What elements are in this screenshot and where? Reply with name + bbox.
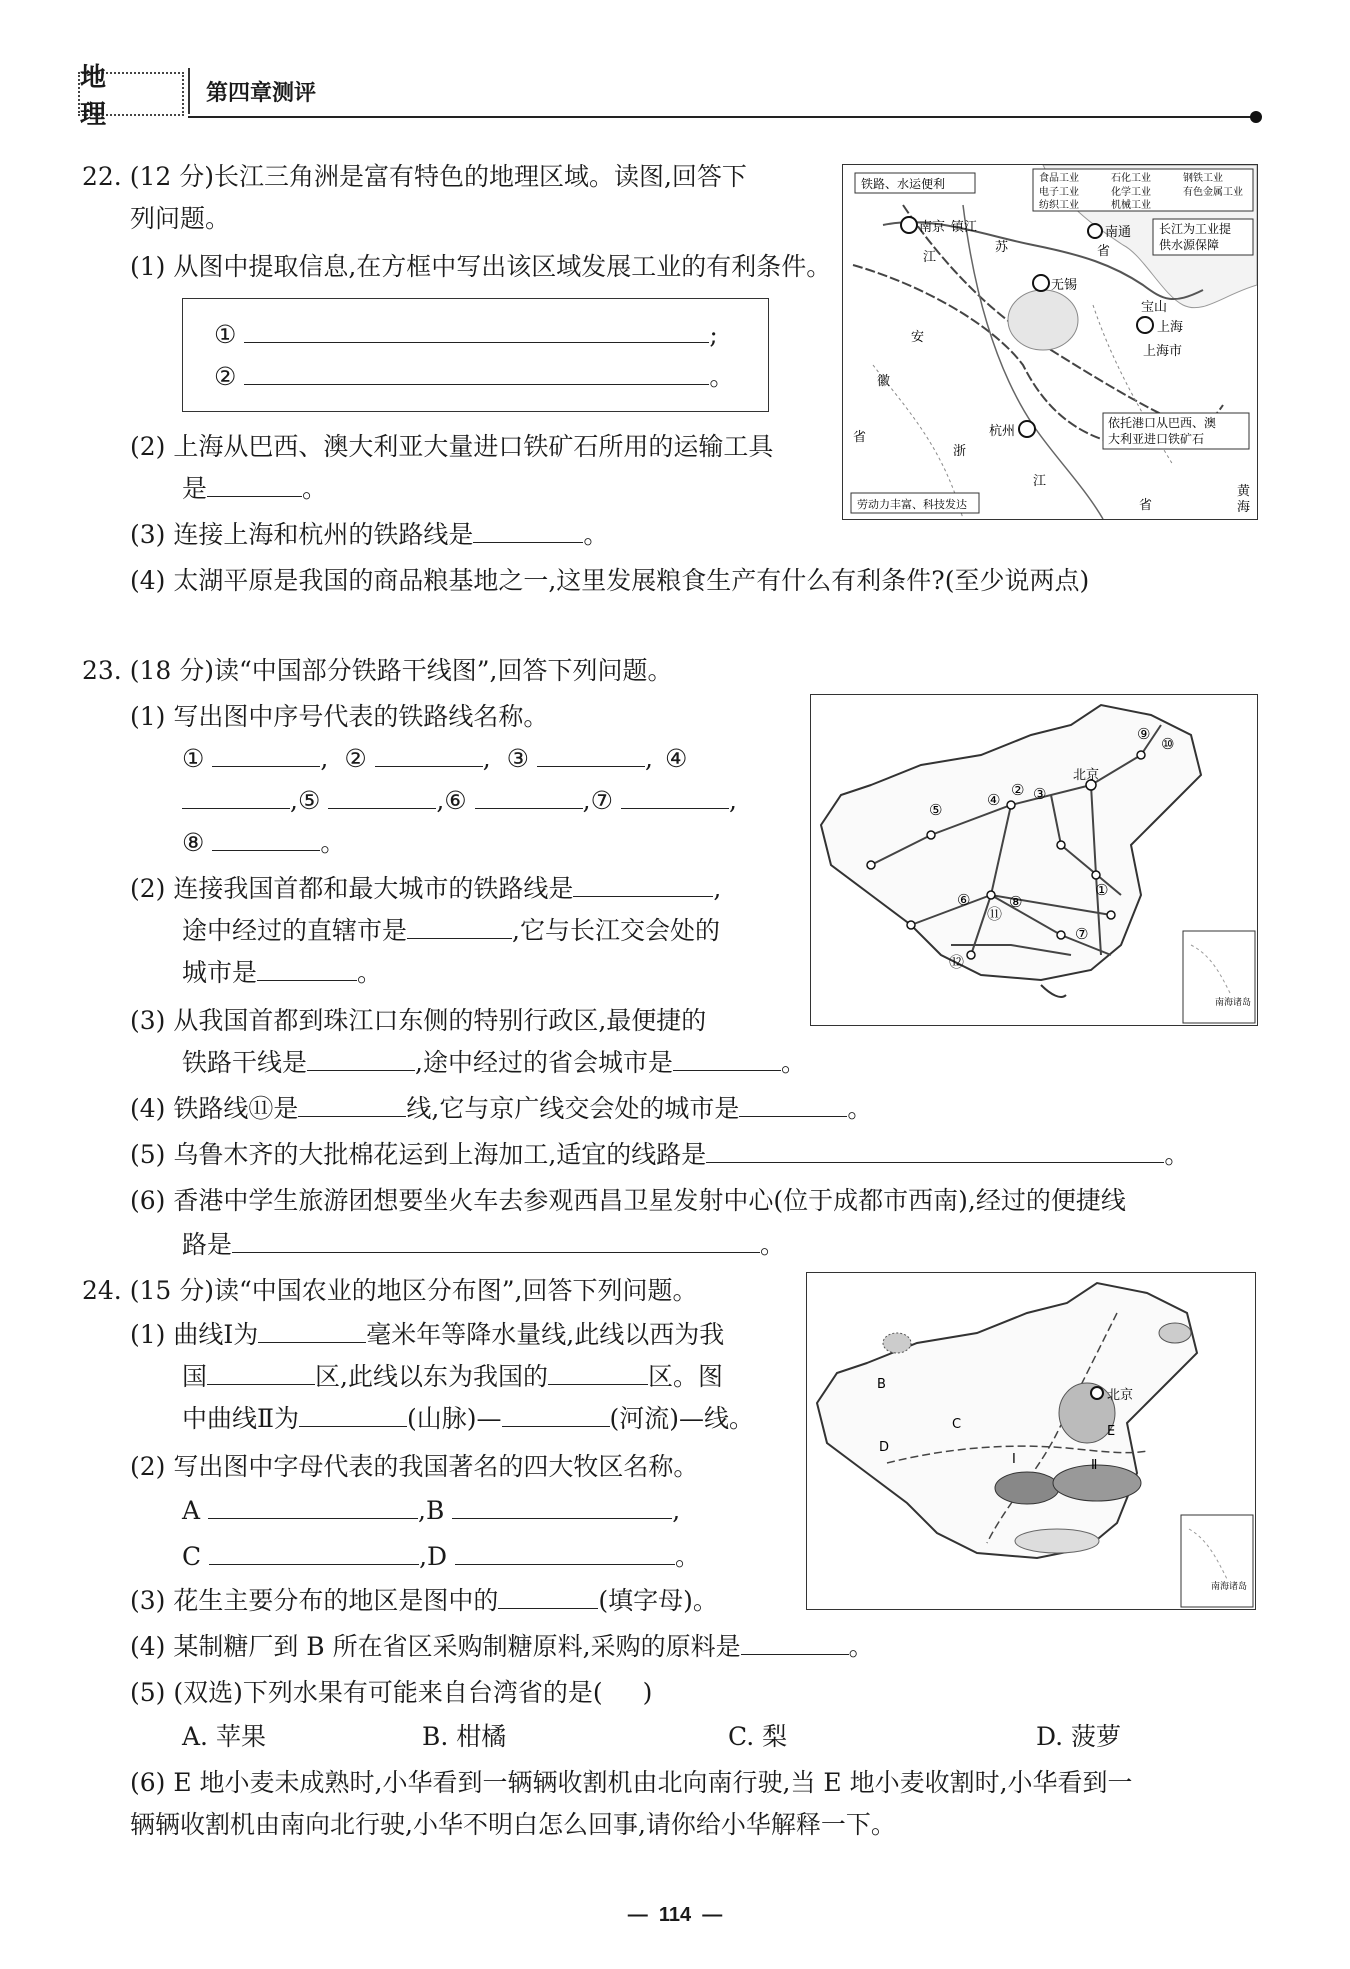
legend-chemical: 化学工业	[1111, 187, 1151, 198]
q22-stem-cont: 列问题。	[130, 204, 231, 233]
q24-sub4: (4) 某制糖厂到 B 所在省区采购制糖原料,采购的原料是 。	[130, 1632, 874, 1661]
map23-inset-label: 南海诸岛	[1215, 998, 1252, 1008]
header-divider	[188, 68, 190, 114]
q23-blank-6[interactable]	[475, 784, 583, 809]
region-jiang: 江	[923, 250, 937, 265]
label-transport: 铁路、水运便利	[861, 177, 946, 191]
q23-blank-8[interactable]	[212, 826, 320, 851]
q23-sub2-cont2: 城市是 。	[182, 958, 383, 987]
q23-line3: ⑧ 。	[182, 828, 346, 857]
city-nantong: 南通	[1105, 225, 1132, 240]
q24-blank-3[interactable]	[548, 1360, 648, 1385]
q24-blank-D[interactable]	[455, 1540, 675, 1565]
legend-food: 食品工业	[1039, 173, 1079, 184]
q24-sub1-cont2: 中曲线Ⅱ为 (山脉)— (河流)—线。	[182, 1404, 755, 1433]
q23-blank-3[interactable]	[537, 742, 645, 767]
label-labor: 劳动力丰富、科技发达	[857, 498, 967, 511]
region-zj-jiang: 江	[1033, 474, 1047, 489]
q23-blank-17[interactable]	[232, 1228, 760, 1253]
region-zhe: 浙	[953, 444, 967, 459]
legend-textile: 纺织工业	[1039, 200, 1079, 211]
label-water-2: 供水源保障	[1159, 238, 1220, 252]
region-hai: 海	[1237, 500, 1251, 515]
q22-box-item2: ② 。	[214, 362, 735, 391]
q23-sub6-cont: 路是 。	[182, 1230, 786, 1259]
q23-line1: ① , ② , ③ , ④	[182, 744, 688, 773]
q24-opt-d[interactable]: D. 菠萝	[1036, 1722, 1122, 1751]
q24-blank-C[interactable]	[209, 1540, 419, 1565]
q24-blank-B[interactable]	[452, 1494, 672, 1519]
q23-blank-16[interactable]	[706, 1138, 1164, 1163]
label-iron-1: 依托港口从巴西、澳	[1108, 416, 1217, 430]
map24-curve-1: Ⅰ	[1012, 1452, 1016, 1467]
map24-capital: 北京	[1107, 1388, 1134, 1403]
q24-blank-A[interactable]	[208, 1494, 418, 1519]
q22-sub3: (3) 连接上海和杭州的铁路线是 。	[130, 520, 609, 549]
q22-sub2-cont: 是 。	[182, 474, 328, 503]
legend-nonferrous: 有色金属工业	[1183, 187, 1243, 198]
map23-n3: ③	[1033, 785, 1047, 803]
q22-box-item1: ① ;	[214, 320, 718, 349]
label-iron-2: 大利亚进口铁矿石	[1108, 432, 1205, 446]
map24-inset-label: 南海诸岛	[1211, 1582, 1248, 1592]
q24-blank-6[interactable]	[498, 1584, 598, 1609]
map23-n2: ②	[1011, 781, 1025, 799]
q24-sub6-cont: 辆辆收割机由南向北行驶,小华不明白怎么回事,请你给小华解释一下。	[130, 1810, 896, 1839]
q23-blank-10[interactable]	[407, 914, 512, 939]
q23-sub2: (2) 连接我国首都和最大城市的铁路线是 ,	[130, 874, 722, 903]
yangtze-delta-map	[842, 164, 1258, 520]
q23-stem: 23. (18 分)读“中国部分铁路干线图”,回答下列问题。	[82, 656, 673, 685]
region-zj-sheng: 省	[1139, 498, 1153, 513]
q22-blank-2[interactable]	[244, 360, 709, 385]
q24-sub2-cd: C ,D 。	[182, 1542, 701, 1571]
city-shanghai: 上海	[1157, 320, 1184, 335]
region-su: 苏	[995, 240, 1009, 255]
q24-opt-a[interactable]: A. 苹果	[182, 1722, 266, 1751]
q24-sub3: (3) 花生主要分布的地区是图中的 (填字母)。	[130, 1586, 718, 1615]
page-number: — 114 —	[627, 1904, 723, 1926]
city-wuxi: 无锡	[1051, 278, 1078, 293]
header-rule	[188, 116, 1254, 118]
subject-tag: 地 理	[78, 72, 184, 116]
map24-letter-d: D	[879, 1440, 890, 1455]
q24-sub1-cont: 国 区,此线以东为我国的 区。图	[182, 1362, 723, 1391]
agriculture-map	[806, 1272, 1256, 1610]
city-nanjing: 南京	[919, 220, 946, 235]
q23-sub2-cont: 途中经过的直辖市是 ,它与长江交会处的	[182, 916, 720, 945]
map23-n10: ⑩	[1161, 735, 1175, 753]
q24-blank-1[interactable]	[258, 1318, 366, 1343]
q23-blank-2[interactable]	[375, 742, 483, 767]
q23-blank-13[interactable]	[673, 1046, 781, 1071]
q24-opt-c[interactable]: C. 梨	[728, 1722, 788, 1751]
q23-blank-14[interactable]	[298, 1092, 406, 1117]
q22-sub1: (1) 从图中提取信息,在方框中写出该区域发展工业的有利条件。	[130, 252, 832, 281]
legend-petrochem: 石化工业	[1111, 173, 1151, 184]
region-ah-sheng: 省	[853, 430, 867, 445]
map23-n9: ⑨	[1137, 725, 1151, 743]
map24-curve-2: Ⅱ	[1091, 1458, 1098, 1473]
q23-sub3: (3) 从我国首都到珠江口东侧的特别行政区,最便捷的	[130, 1006, 707, 1035]
q23-blank-11[interactable]	[257, 956, 357, 981]
q22-blank-3[interactable]	[207, 472, 302, 497]
railway-map	[810, 694, 1258, 1026]
map23-n8: ⑧	[1009, 893, 1023, 911]
q24-sub5: (5) (双选)下列水果有可能来自台湾省的是( )	[130, 1678, 653, 1707]
q23-sub6: (6) 香港中学生旅游团想要坐火车去参观西昌卫星发射中心(位于成都市西南),经过的便捷线	[130, 1186, 1126, 1215]
q23-blank-15[interactable]	[739, 1092, 847, 1117]
q23-blank-5[interactable]	[328, 784, 436, 809]
map23-n11: ⑪	[987, 905, 1003, 923]
legend-machinery: 机械工业	[1111, 200, 1151, 211]
city-hangzhou: 杭州	[989, 424, 1016, 439]
city-baoshan: 宝山	[1141, 300, 1168, 315]
q22-answer-box[interactable]	[182, 298, 769, 412]
chapter-title: 第四章测评	[206, 80, 317, 106]
map23-n12: ⑫	[949, 953, 965, 971]
q24-sub2-ab: A ,B ,	[182, 1496, 681, 1525]
map24-letter-b: B	[877, 1377, 886, 1392]
q22-blank-1[interactable]	[244, 318, 709, 343]
q22-sub2: (2) 上海从巴西、澳大利亚大量进口铁矿石所用的运输工具	[130, 432, 774, 461]
q24-sub2: (2) 写出图中字母代表的我国著名的四大牧区名称。	[130, 1452, 699, 1481]
map24-letter-c: C	[952, 1417, 962, 1432]
q23-sub3-cont: 铁路干线是 ,途中经过的省会城市是 。	[182, 1048, 806, 1077]
q23-blank-4[interactable]	[182, 784, 290, 809]
region-hui: 徽	[877, 374, 891, 389]
q23-sub1: (1) 写出图中序号代表的铁路线名称。	[130, 702, 549, 731]
region-js-sheng: 省	[1097, 244, 1111, 259]
map23-n5: ⑤	[929, 801, 943, 819]
q23-blank-12[interactable]	[307, 1046, 415, 1071]
q23-blank-1[interactable]	[212, 742, 320, 767]
q22-sub4: (4) 太湖平原是我国的商品粮基地之一,这里发展粮食生产有什么有利条件?(至少说两点)	[130, 566, 1090, 595]
region-shanghai-shi: 上海市	[1143, 344, 1183, 359]
q24-blank-2[interactable]	[207, 1360, 315, 1385]
legend-steel: 钢铁工业	[1183, 173, 1223, 184]
map23-capital: 北京	[1073, 768, 1100, 783]
q23-line2: ,⑤ ,⑥ ,⑦ ,	[182, 784, 737, 818]
label-water-1: 长江为工业提	[1159, 222, 1232, 236]
city-zhenjiang: 镇江	[951, 220, 978, 235]
q22-stem: 22. (12 分)长江三角洲是富有特色的地理区域。读图,回答下	[82, 162, 747, 191]
q24-stem: 24. (15 分)读“中国农业的地区分布图”,回答下列问题。	[82, 1276, 698, 1305]
map23-n6: ⑥	[957, 891, 971, 909]
q22-blank-4[interactable]	[473, 518, 583, 543]
map24-letter-e: E	[1107, 1424, 1116, 1439]
region-huang: 黄	[1237, 484, 1251, 499]
q24-blank-4[interactable]	[299, 1402, 407, 1427]
q23-blank-9[interactable]	[573, 872, 713, 897]
q24-sub6: (6) E 地小麦未成熟时,小华看到一辆辆收割机由北向南行驶,当 E 地小麦收割时,小华看到一	[130, 1768, 1133, 1797]
map23-n7: ⑦	[1075, 925, 1089, 943]
q24-blank-5[interactable]	[502, 1402, 610, 1427]
map23-n4: ④	[987, 791, 1001, 809]
q23-sub5: (5) 乌鲁木齐的大批棉花运到上海加工,适宜的线路是 。	[130, 1140, 1190, 1169]
q24-opt-b[interactable]: B. 柑橘	[422, 1722, 507, 1751]
q23-sub4: (4) 铁路线⑪是 线,它与京广线交会处的城市是 。	[130, 1094, 873, 1123]
q24-sub1: (1) 曲线Ⅰ为 毫米年等降水量线,此线以西为我	[130, 1320, 725, 1349]
q24-blank-7[interactable]	[741, 1630, 849, 1655]
header-rule-dot	[1250, 111, 1262, 123]
region-an: 安	[911, 330, 925, 345]
map23-n1: ①	[1095, 881, 1109, 899]
legend-electronics: 电子工业	[1039, 187, 1079, 198]
q23-blank-7[interactable]	[621, 784, 729, 809]
